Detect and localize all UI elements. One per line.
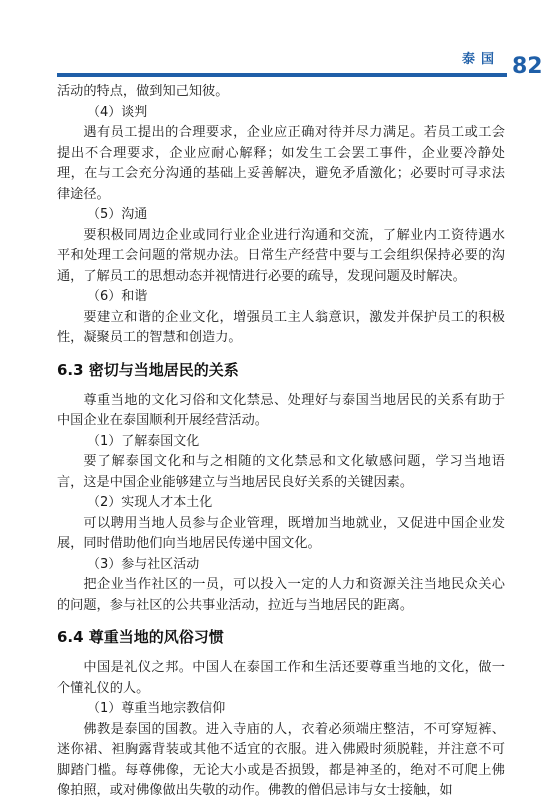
- page-body: [57, 82, 505, 802]
- page-number: 82: [512, 54, 543, 79]
- body-paragraph: 佛教是泰国的国教。进入寺庙的人，衣着必须端庄整洁，不可穿短裤、迷你裙、袒胸露背装或其他不适宜的衣服。进入佛殿时须脱鞋，并注意不可脚踏门槛。每尊佛像，无论大小或是否损毁，都是神圣的，绝对不可爬上佛像拍照，或对佛像做出失敬的动作。佛教的僧侣忌讳与女士接触，如: [57, 721, 505, 798]
- subheading: （1）尊重当地宗教信仰: [87, 701, 226, 716]
- subheading: （5）沟通: [87, 207, 148, 222]
- subheading: （3）参与社区活动: [87, 556, 200, 572]
- subheading: （6）和谐: [87, 289, 148, 304]
- body-paragraph: 中国是礼仪之邦。中国人在泰国工作和生活还要尊重当地的文化，做一个懂礼仪的人。: [57, 660, 505, 696]
- body-paragraph: 遇有员工提出的合理要求，企业应正确对待并尽力满足。若员工或工会提出不合理要求，企业应耐心解释；如发生工会罢工事件，企业要冷静处理，在与工会充分沟通的基础上妥善解决，避免矛盾激化；必要时可寻求法律途径。: [57, 125, 505, 202]
- body-paragraph: 活动的特点，做到知己知彼。: [57, 84, 229, 99]
- subheading: （1）了解泰国文化: [87, 433, 200, 449]
- body-paragraph: 要积极同周边企业或同行业企业进行沟通和交流，了解业内工资待遇水平和处理工会问题的常规办法。日常生产经营中要与工会组织保持必要的沟通，了解员工的思想动态并视情进行必要的疏导，发现问题及时解决。: [57, 227, 505, 284]
- header-country: 泰国: [462, 52, 501, 67]
- header-rule: [57, 73, 507, 77]
- section-heading: 6.3 密切与当地居民的关系: [57, 360, 239, 379]
- body-paragraph: 要了解泰国文化和与之相随的文化禁忌和文化敏感问题，学习当地语言，这是中国企业能够建立与当地居民良好关系的关键因素。: [57, 454, 505, 490]
- body-paragraph: 尊重当地的文化习俗和文化禁忌、处理好与泰国当地居民的关系有助于中国企业在泰国顺利开展经营活动。: [57, 392, 505, 428]
- section-heading: 6.4 尊重当地的风俗习惯: [57, 628, 224, 646]
- body-paragraph: 可以聘用当地人员参与企业管理，既增加当地就业，又促进中国企业发展，同时借助他们向当地居民传递中国文化。: [57, 515, 505, 551]
- subheading: （4）谈判: [87, 104, 148, 120]
- body-paragraph: 要建立和谐的企业文化，增强员工主人翁意识，激发并保护员工的积极性，凝聚员工的智慧和创造力。: [57, 309, 505, 345]
- subheading: （2）实现人才本土化: [87, 495, 213, 510]
- body-paragraph: 把企业当作社区的一员，可以投入一定的人力和资源关注当地民众关心的问题，参与社区的公共事业活动，拉近与当地居民的距离。: [57, 577, 505, 613]
